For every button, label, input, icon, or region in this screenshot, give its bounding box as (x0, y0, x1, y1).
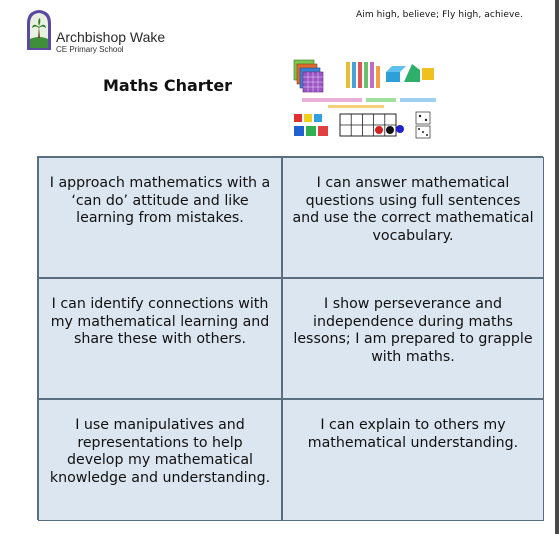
charter-cell (38, 157, 282, 278)
charter-statement: I approach mathematics with a ‘can do’ attitude and like learning from mistakes. (49, 175, 271, 226)
charter-statement: I can answer mathematical questions using full sentences and use the correct mathematical vocabulary. (292, 175, 534, 244)
school-logo-icon (24, 9, 54, 51)
charter-cell (282, 157, 544, 278)
charter-cell (38, 278, 282, 399)
school-motto: Aim high, believe; Fly high, achieve. (356, 10, 524, 20)
maths-manipulatives-illustration (288, 58, 440, 142)
fraction-strips-icon (302, 98, 436, 108)
dice-icon (416, 112, 430, 138)
charter-table (37, 156, 543, 520)
charter-cell (282, 278, 544, 399)
school-subtitle: CE Primary School (56, 45, 124, 54)
charter-statement: I show perseverance and independence during maths lessons; I am prepared to grapple with maths. (293, 296, 533, 365)
cubes-icon (294, 114, 328, 136)
charter-statement: I can explain to others my mathematical understanding. (307, 417, 519, 451)
ten-rods-icon (346, 62, 380, 88)
hundred-square-icon (294, 60, 323, 92)
page-edge (555, 0, 559, 534)
ten-frame-icon (340, 114, 404, 136)
charter-cell (38, 399, 282, 521)
charter-statement: I use manipulatives and representations to help develop my mathematical knowledge and understanding. (49, 417, 271, 486)
school-name: Archbishop Wake (56, 29, 166, 45)
shapes-icon (386, 64, 434, 82)
charter-statement: I can identify connections with my mathematical learning and share these with others. (50, 296, 270, 347)
charter-cell (282, 399, 544, 521)
page-title: Maths Charter (103, 76, 233, 95)
